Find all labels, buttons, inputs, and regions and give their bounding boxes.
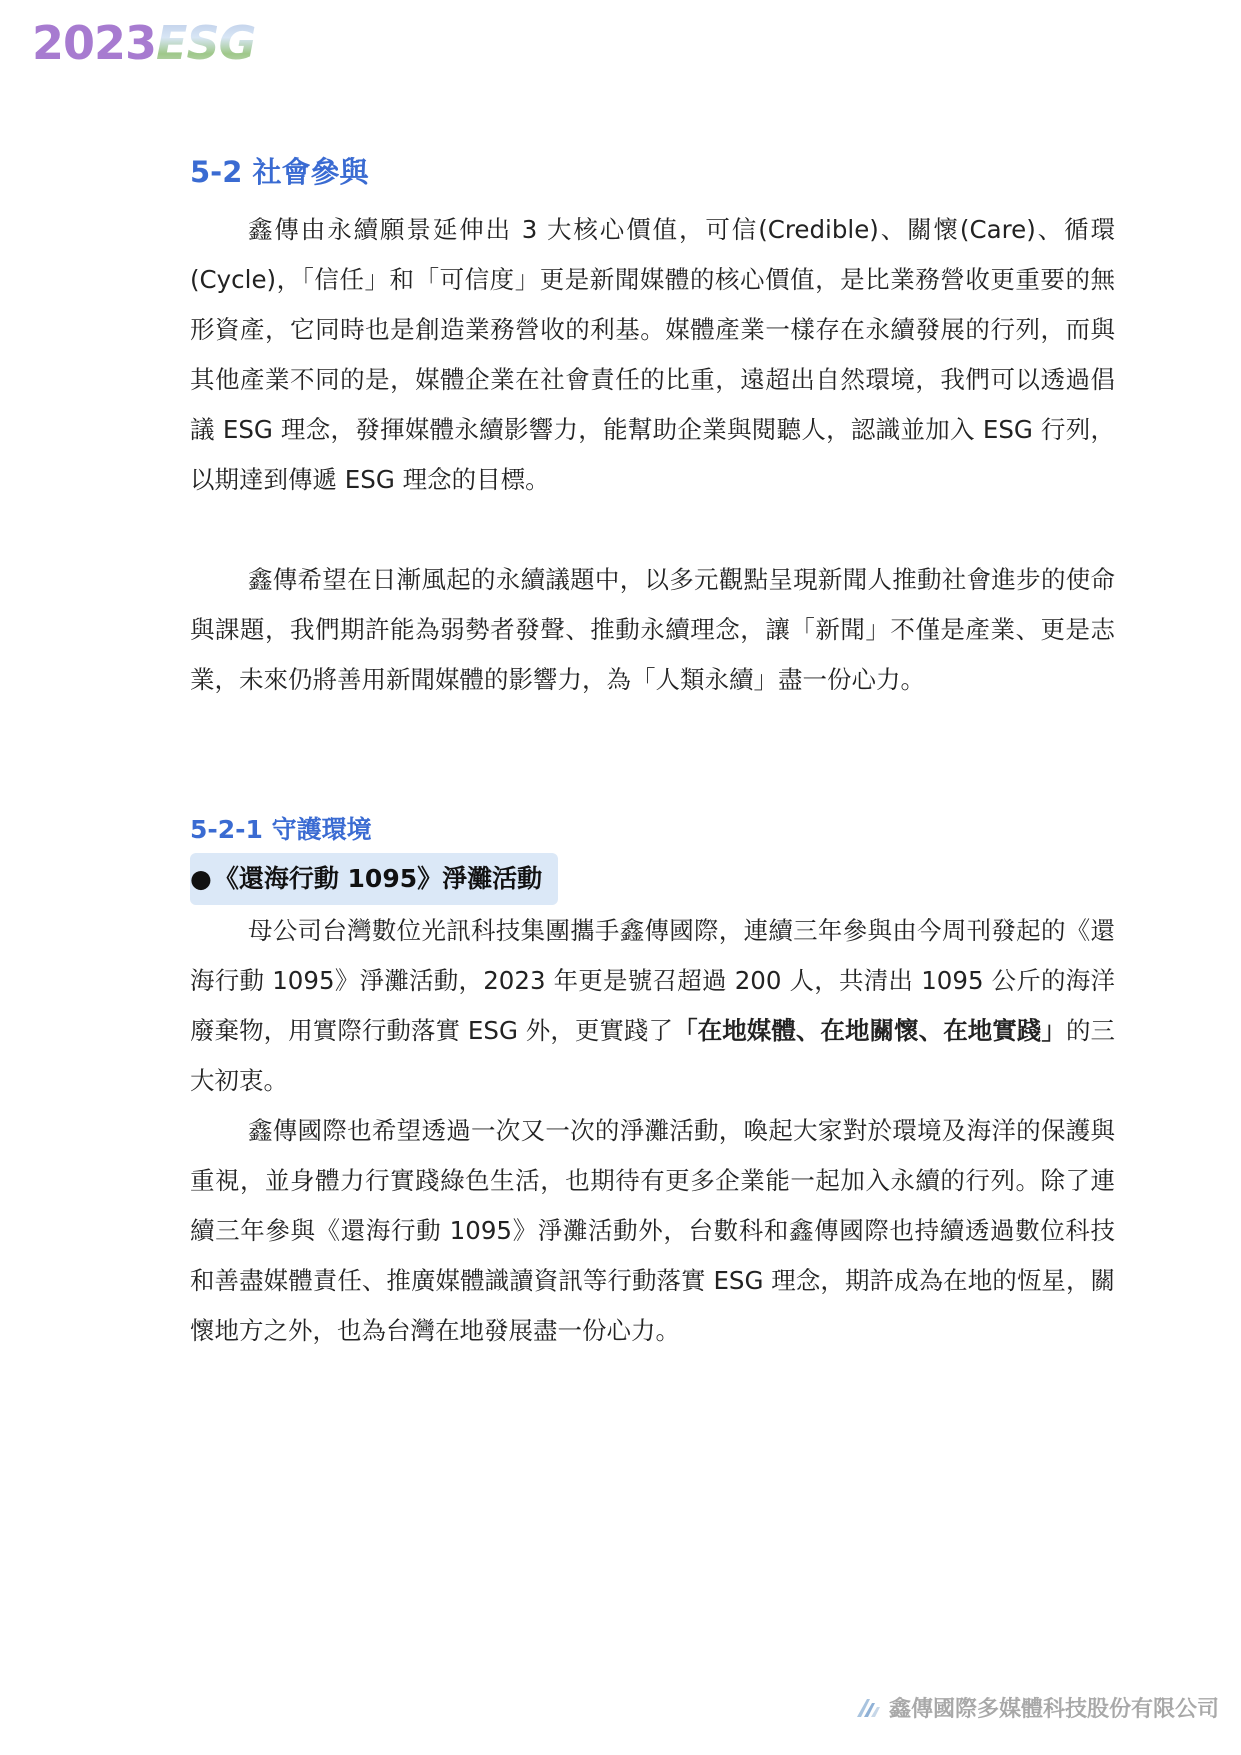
section-paragraph-1: 鑫傳由永續願景延伸出 3 大核心價值，可信(Credible)、關懷(Care)、循環(Cycle)，「信任」和「可信度」更是新聞媒體的核心價值，是比業務營收更重要的無形資產，它同時也是創造業務營收的利基。媒體產業一樣存在永續發展的行列，而與其他產業不同的是，媒體企業在社會責任的比重，遠超出自然環境，我們可以透過倡議 ESG 理念，發揮媒體永續影響力，能幫助企業與閱聽人，認識並加入 ESG 行列，以期達到傳遞 ESG 理念的目標。 bbox=[190, 215, 1115, 494]
subsection-paragraph-1 bbox=[190, 906, 1115, 1106]
logo-year: 2023 bbox=[32, 16, 157, 70]
paragraph-tail: 的三大初衷。 bbox=[190, 1016, 1116, 1095]
paragraph-bold-phrase: 「在地媒體、在地關懷、在地實踐」 bbox=[673, 1016, 1066, 1045]
company-logo-icon bbox=[853, 1695, 883, 1721]
activity-highlight bbox=[190, 853, 558, 905]
section-title: 5-2 社會參與 bbox=[190, 155, 369, 189]
section-paragraph-2: 鑫傳希望在日漸風起的永續議題中，以多元觀點呈現新聞人推動社會進步的使命與課題，我們期許能為弱勢者發聲、推動永續理念，讓「新聞」不僅是產業、更是志業，未來仍將善用新聞媒體的影響力，為「人類永續」盡一份心力。 bbox=[190, 565, 1115, 694]
logo-esg: ESG bbox=[156, 16, 256, 70]
paragraph-text: 母公司台灣數位光訊科技集團攜手鑫傳國際，連續三年參與由今周刊發起的《還海行動 1095》淨灘活動，2023 年更是號召超過 200 人，共清出 1095 公斤的海洋廢棄物，用實際行動落實 ESG 外，更實踐了 bbox=[190, 916, 1115, 1045]
company-name: 鑫傳國際多媒體科技股份有限公司 bbox=[888, 1697, 1219, 1722]
page-footer bbox=[853, 1692, 1219, 1723]
bullet-icon: ● bbox=[190, 864, 212, 893]
subsection-title: 5-2-1 守護環境 bbox=[190, 815, 372, 844]
subsection-paragraph-2: 鑫傳國際也希望透過一次又一次的淨灘活動，喚起大家對於環境及海洋的保護與重視，並身體力行實踐綠色生活，也期待有更多企業能一起加入永續的行列。除了連續三年參與《還海行動 1095》淨灘活動外，台數科和鑫傳國際也持續透過數位科技和善盡媒體責任、推廣媒體識讀資訊等行動落實 ESG 理念，期許成為在地的恆星，關懷地方之外，也為台灣在地發展盡一份心力。 bbox=[190, 1116, 1115, 1345]
report-logo bbox=[32, 16, 256, 70]
activity-title: 《還海行動 1095》淨灘活動 bbox=[213, 864, 543, 893]
